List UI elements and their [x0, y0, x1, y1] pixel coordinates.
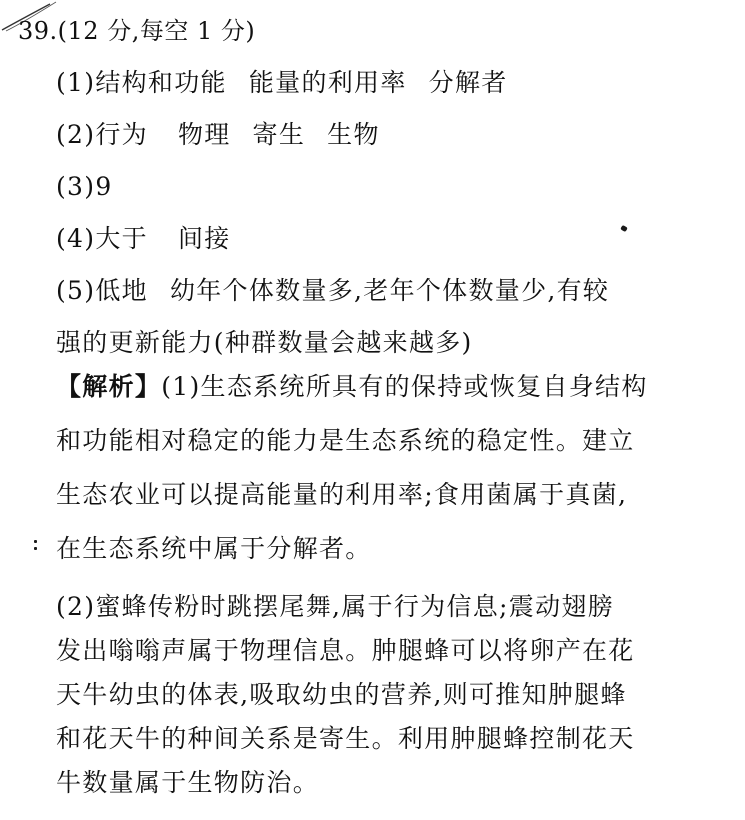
question-header: 39.(12 分,每空 1 分)	[18, 17, 256, 45]
answer-3-part-1: 9	[95, 172, 113, 201]
explanation-p1-line-1: (1)生态系统所具有的保持或恢复自身结构	[161, 372, 648, 401]
explanation-p1-line-2: 和功能相对稳定的能力是生态系统的稳定性。建立	[56, 426, 635, 455]
answer-2-part-2: 物理	[177, 120, 231, 149]
explanation-p2-line-4: 和花天牛的种间关系是寄生。利用肿腿蜂控制花天	[56, 724, 635, 753]
explanation-p2-line-5: 牛数量属于生物防治。	[56, 768, 320, 797]
answer-3	[56, 170, 113, 204]
answer-1	[56, 66, 508, 100]
answer-4-part-2: 间接	[177, 224, 231, 253]
answer-2-part-4: 生物	[327, 120, 380, 149]
answer-2-part-1: 行为	[95, 120, 148, 149]
explanation-p2-line-1: (2)蜜蜂传粉时跳摆尾舞,属于行为信息;震动翅膀	[56, 592, 614, 621]
answer-5-part-2: 幼年个体数量多,老年个体数量少,有较	[169, 276, 610, 305]
answer-1-number: (1)	[56, 68, 96, 97]
scan-speck	[34, 547, 37, 550]
answer-4-number: (4)	[56, 224, 96, 253]
answer-5-number: (5)	[56, 276, 96, 305]
answer-1-part-2: 能量的利用率	[248, 68, 407, 97]
answer-2-number: (2)	[56, 120, 96, 149]
answer-2-part-3: 寄生	[252, 120, 306, 149]
answer-5	[56, 274, 609, 308]
answer-4-part-1: 大于	[95, 224, 148, 253]
explanation-p1-line-3: 生态农业可以提高能量的利用率;食用菌属于真菌,	[56, 480, 628, 509]
answer-1-part-1: 结构和功能	[95, 68, 227, 97]
scan-speck	[620, 225, 628, 232]
scan-speck	[34, 540, 37, 543]
explanation-p2-line-3: 天牛幼虫的体表,吸取幼虫的营养,则可推知肿腿蜂	[56, 680, 627, 709]
answer-3-number: (3)	[56, 172, 96, 201]
explanation-p1-line-4: 在生态系统中属于分解者。	[56, 534, 372, 563]
explanation-line-1	[56, 370, 648, 404]
answer-4	[56, 222, 231, 256]
explanation-label: 【解析】	[56, 372, 162, 401]
explanation-p2-line-2: 发出嗡嗡声属于物理信息。肿腿蜂可以将卵产在花	[56, 636, 635, 665]
answer-2	[56, 118, 380, 152]
answer-5-continuation: 强的更新能力(种群数量会越来越多)	[56, 328, 473, 357]
answer-1-part-3: 分解者	[428, 68, 508, 97]
answer-5-part-1: 低地	[95, 276, 148, 305]
